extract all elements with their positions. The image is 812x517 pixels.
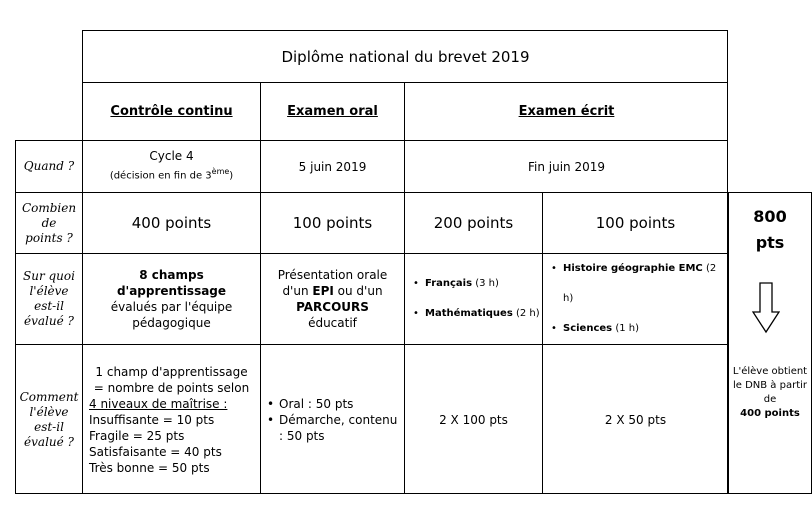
points-ecrit-2: 100 points — [595, 214, 676, 232]
list-item — [413, 269, 540, 299]
subject-name: Sciences — [563, 323, 613, 334]
list-item — [413, 299, 540, 329]
quand-oral: 5 juin 2019 — [298, 159, 367, 174]
surquoi-ecrit-1 — [405, 254, 542, 344]
comment-oral — [261, 345, 404, 494]
comment-oral-list — [267, 396, 404, 444]
points-oral: 100 points — [292, 214, 373, 232]
total-unit: pts — [755, 233, 785, 252]
level-item: Insuffisante = 10 pts — [89, 412, 215, 427]
subject-name: Histoire géographie EMC — [563, 263, 703, 274]
comment-controle — [83, 345, 260, 494]
comment-controle-intro: 1 champ d'apprentissage = nombre de points selon — [93, 364, 250, 395]
surquoi-oral-b: ou d'un — [333, 284, 383, 298]
quand-controle-close: ) — [229, 170, 234, 182]
header-controle-continu: Contrôle continu — [110, 104, 233, 119]
down-arrow-svg — [752, 282, 780, 334]
level-item: Satisfaisante = 40 pts — [89, 444, 222, 459]
header-examen-oral: Examen oral — [287, 104, 378, 119]
subject-duration: (2 h) — [515, 308, 540, 319]
subject-duration: (3 h) — [475, 278, 499, 289]
total-note-text: L'élève obtient le DNB à partir de — [732, 365, 808, 405]
surquoi-ecrit-2 — [543, 254, 728, 344]
surquoi-ecrit-1-list — [413, 269, 540, 329]
quand-ecrit: Fin juin 2019 — [527, 159, 605, 174]
surquoi-oral-c: éducatif — [308, 316, 357, 330]
list-item: • Oral : 50 pts — [267, 396, 404, 412]
points-controle: 400 points — [131, 214, 212, 232]
list-item — [551, 314, 728, 344]
row-label-combien: Combien de points ? — [21, 200, 77, 245]
surquoi-oral-parcours: PARCOURS — [296, 300, 369, 314]
quand-controle-decision-text: (décision en fin de 3 — [109, 170, 212, 182]
surquoi-controle-bold: 8 champs d'apprentissage — [116, 268, 227, 298]
total-value: 800 — [753, 207, 787, 226]
comment-controle-niveaux: 4 niveaux de maîtrise : — [89, 396, 228, 411]
level-item: Fragile = 25 pts — [89, 428, 185, 443]
surquoi-oral-a: Présentation orale d'un — [277, 268, 388, 298]
total-note — [730, 345, 810, 440]
row-label-sur-quoi: Sur quoi l'élève est-il évalué ? — [23, 269, 75, 328]
list-item: • Démarche, contenu : 50 pts — [267, 412, 404, 444]
row-label-quand: Quand ? — [23, 159, 75, 173]
total-note-bold: 400 points — [740, 407, 800, 419]
quand-controle-decision — [110, 164, 233, 184]
down-arrow-outline-icon — [752, 282, 780, 334]
comment-ecrit-1: 2 X 100 pts — [439, 412, 508, 427]
quand-controle — [83, 141, 260, 192]
subject-duration: (2 h) — [563, 263, 717, 304]
total-points — [729, 200, 811, 260]
quand-controle-cycle: Cycle 4 — [149, 149, 194, 164]
surquoi-controle-rest: évalués par l'équipe pédagogique — [110, 300, 233, 330]
surquoi-oral — [261, 254, 404, 344]
list-item — [551, 254, 728, 314]
quand-controle-sup: ème — [211, 167, 230, 177]
surquoi-oral-epi: EPI — [312, 284, 334, 298]
row-label-comment: Comment l'élève est-il évalué ? — [19, 389, 79, 449]
points-ecrit-1: 200 points — [433, 214, 514, 232]
subject-duration: (1 h) — [615, 323, 639, 334]
surquoi-ecrit-2-list — [551, 254, 728, 344]
comment-ecrit-2: 2 X 50 pts — [604, 412, 667, 427]
surquoi-oral-text — [271, 267, 394, 331]
level-item: Très bonne = 50 pts — [89, 460, 210, 475]
surquoi-controle — [83, 254, 260, 344]
subject-name: Français — [425, 278, 473, 289]
subject-name: Mathématiques — [425, 308, 513, 319]
header-examen-ecrit: Examen écrit — [518, 104, 615, 119]
table-title: Diplôme national du brevet 2019 — [281, 47, 530, 66]
